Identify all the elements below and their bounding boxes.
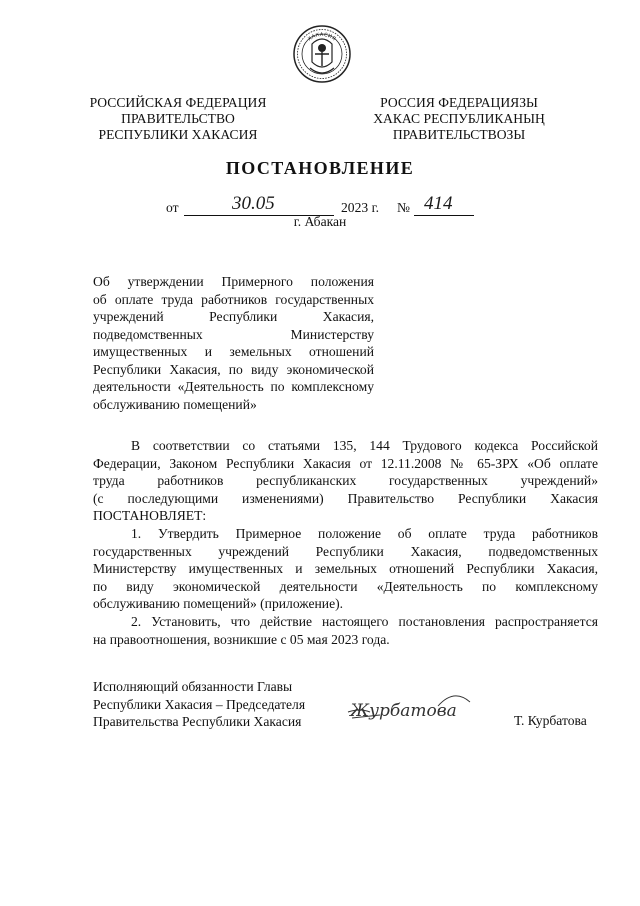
signatory-position <box>93 678 333 731</box>
subject-line: Об утверждении Примерного положения <box>93 274 374 289</box>
year-label: 2023 г. <box>341 200 380 215</box>
header-russian <box>78 95 278 143</box>
svg-text:Журбатова: Журбатова <box>350 701 457 721</box>
subject-line: Республики Хакасия, по виду экономической <box>93 361 374 377</box>
header-khakas <box>355 95 563 143</box>
body-line: 2. Установить, что действие настоящего постановления распространяется <box>131 613 598 629</box>
header-khakas-line: ПРАВИТЕЛЬСТВОЗЫ <box>392 127 526 142</box>
subject-line: об оплате труда работников государственных <box>93 291 374 307</box>
date-prefix: от <box>166 200 179 215</box>
coat-of-arms-emblem-icon <box>292 24 352 84</box>
position-line: Республики Хакасия – Председателя <box>93 696 306 712</box>
handwritten-date: 30.05 <box>232 193 275 214</box>
body-line: ПОСТАНОВЛЯЕТ: <box>93 508 207 524</box>
document-title: ПОСТАНОВЛЕНИЕ <box>225 158 415 178</box>
header-russian-line: ПРАВИТЕЛЬСТВО <box>121 111 235 126</box>
body-line: Федерации, Законом Республики Хакасия от 12.11.2008 № 65-ЗРХ «Об оплате <box>93 455 598 471</box>
signatory-name: Т. Курбатова <box>514 713 587 728</box>
position-line: Исполняющий обязанности Главы <box>93 679 293 694</box>
document-subject <box>93 273 374 413</box>
body-line: на правоотношения, возникшие с 05 мая 2023 года. <box>93 631 390 647</box>
body-line: по виду экономической деятельности «Деятельность по комплексному <box>93 578 598 594</box>
body-line: (с последующими изменениями) Правительство Республики Хакасия <box>93 490 598 506</box>
handwritten-number: 414 <box>424 193 453 214</box>
position-line: Правительства Республики Хакасия <box>93 714 302 729</box>
subject-line: деятельности «Деятельность по комплексному <box>93 379 374 394</box>
subject-line: обслуживанию помещений» <box>93 396 257 412</box>
header-russian-line: РОССИЙСКАЯ ФЕДЕРАЦИЯ <box>89 95 267 110</box>
city-label: г. Абакан <box>293 214 347 229</box>
header-khakas-line: ХАКАС РЕСПУБЛИКАНЫҢ <box>373 111 545 126</box>
header-khakas-line: РОССИЯ ФЕДЕРАЦИЯЗЫ <box>380 95 538 110</box>
document-body <box>93 437 598 648</box>
body-line: обслуживанию помещений» (приложение). <box>93 596 344 612</box>
subject-line: подведомственных Министерству <box>93 326 374 342</box>
emblem-seal-text: ХАКАСИЯ <box>307 31 337 43</box>
handwritten-signature <box>340 688 480 732</box>
number-label: № <box>397 200 410 215</box>
body-line: Министерству имущественных и земельных отношений Республики Хакасия, <box>93 561 598 577</box>
body-line: труда работников республиканских государственных учреждений» <box>93 473 598 489</box>
subject-line: имущественных и земельных отношений <box>93 344 374 359</box>
body-line: 1. Утвердить Примерное положение об оплате труда работников <box>131 525 598 541</box>
body-line: В соответствии со статьями 135, 144 Трудового кодекса Российской <box>131 438 598 453</box>
subject-line: учреждений Республики Хакасия, <box>93 309 374 324</box>
body-line: государственных учреждений Республики Хакасия, подведомственных <box>93 543 598 559</box>
header-russian-line: РЕСПУБЛИКИ ХАКАСИЯ <box>98 127 258 142</box>
